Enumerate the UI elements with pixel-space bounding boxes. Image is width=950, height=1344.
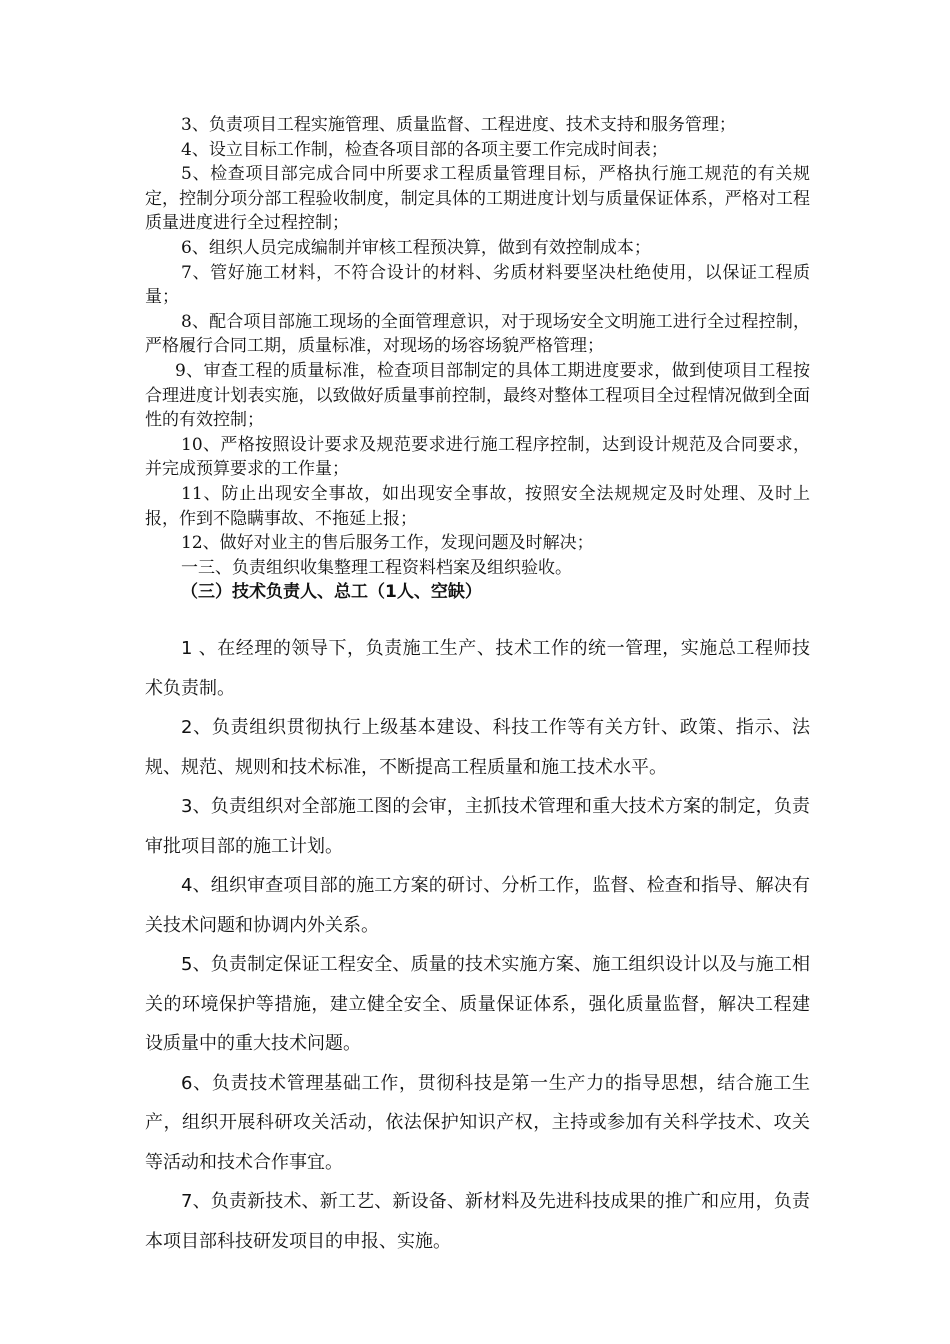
list-item: 5、负责制定保证工程安全、质量的技术实施方案、施工组织设计以及与施工相关的环境保护等措施，建立健全安全、质量保证体系，强化质量监督，解决工程建设质量中的重大技术问题。 bbox=[145, 954, 810, 1054]
list-item: 1 、在经理的领导下，负责施工生产、技术工作的统一管理，实施总工程师技术负责制。 bbox=[145, 638, 810, 699]
list-item: 4、组织审查项目部的施工方案的研讨、分析工作，监督、检查和指导、解决有关技术问题和协调内外关系。 bbox=[145, 875, 810, 936]
list-item: 3、负责组织对全部施工图的会审，主抓技术管理和重大技术方案的制定，负责审批项目部的施工计划。 bbox=[145, 796, 810, 857]
list-item: 2、负责组织贯彻执行上级基本建设、科技工作等有关方针、政策、指示、法规、规范、规则和技术标准，不断提高工程质量和施工技术水平。 bbox=[145, 717, 810, 778]
upper-item-list bbox=[145, 113, 810, 605]
list-item: 一三、负责组织收集整理工程资料档案及组织验收。 bbox=[181, 557, 572, 578]
list-item: 11、防止出现安全事故，如出现安全事故，按照安全法规规定及时处理、及时上报，作到不隐瞒事故、不拖延上报； bbox=[145, 483, 810, 529]
lower-item-list bbox=[145, 629, 810, 1261]
list-item: 9、审查工程的质量标准，检查项目部制定的具体工期进度要求，做到使项目工程按合理进度计划表实施，以致做好质量事前控制，最终对整体工程项目全过程情况做到全面性的有效控制； bbox=[145, 360, 810, 431]
list-item: 10、严格按照设计要求及规范要求进行施工程序控制，达到设计规范及合同要求，并完成预算要求的工作量； bbox=[145, 434, 810, 480]
list-item: 8、配合项目部施工现场的全面管理意识，对于现场安全文明施工进行全过程控制，严格履行合同工期，质量标准，对现场的场容场貌严格管理； bbox=[145, 311, 810, 357]
list-item: 7、管好施工材料，不符合设计的材料、劣质材料要坚决杜绝使用，以保证工程质量； bbox=[145, 262, 810, 308]
list-item: 5、检查项目部完成合同中所要求工程质量管理目标，严格执行施工规范的有关规定，控制分项分部工程验收制度，制定具体的工期进度计划与质量保证体系，严格对工程质量进度进行全过程控制； bbox=[145, 164, 810, 234]
list-item: 4、设立目标工作制，检查各项目部的各项主要工作完成时间表； bbox=[181, 139, 668, 160]
list-item: 7、负责新技术、新工艺、新设备、新材料及先进科技成果的推广和应用，负责本项目部科技研发项目的申报、实施。 bbox=[145, 1191, 810, 1252]
list-item: 6、组织人员完成编制并审核工程预决算，做到有效控制成本； bbox=[181, 237, 651, 258]
list-item: 12、做好对业主的售后服务工作，发现问题及时解决； bbox=[181, 533, 594, 554]
section-heading: （三）技术负责人、总工（1人、空缺） bbox=[181, 582, 482, 603]
list-item: 3、负责项目工程实施管理、质量监督、工程进度、技术支持和服务管理； bbox=[181, 115, 736, 135]
list-item: 6、负责技术管理基础工作，贯彻科技是第一生产力的指导思想，结合施工生产，组织开展科研攻关活动，依法保护知识产权，主持或参加有关科学技术、攻关等活动和技术合作事宜。 bbox=[145, 1072, 810, 1173]
